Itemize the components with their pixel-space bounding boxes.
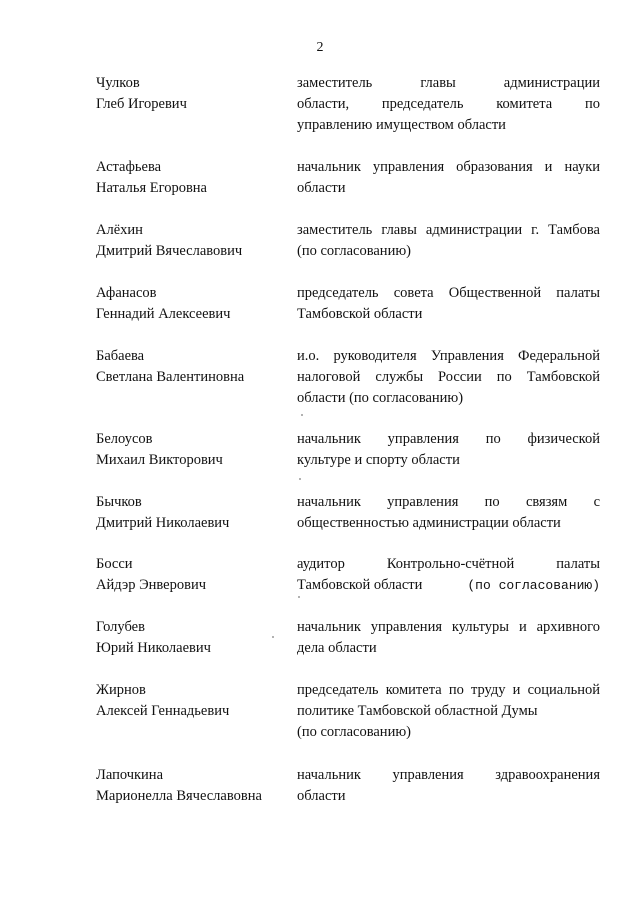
scan-speck [298,596,300,598]
member-name [96,554,286,596]
position-line: заместитель главы администрации [297,75,600,91]
member-position [297,765,600,807]
position-line: Тамбовской области [297,306,423,322]
member-name [96,492,286,534]
page-number: 2 [316,40,324,55]
position-line-text: Тамбовской области [297,577,423,593]
position-line: политике Тамбовской областной Думы [297,703,538,719]
position-line: области (по согласованию) [297,390,464,406]
member-surname: Бычков [96,494,142,510]
agreement-note: (по согласованию) [467,578,600,593]
member-position [297,157,600,199]
member-name [96,157,286,199]
position-line: начальник управления культуры и архивного [297,619,600,635]
member-surname: Алёхин [96,222,143,238]
member-position [297,680,600,743]
position-line: общественностью администрации области [297,515,561,531]
member-surname: Белоусов [96,431,153,447]
position-line: председатель совета Общественной палаты [297,285,600,301]
member-name [96,346,286,388]
member-name [96,429,286,471]
position-line [297,575,600,596]
scan-speck [299,478,301,480]
position-line: культуре и спорту области [297,452,460,468]
position-line: председатель комитета по труду и социальной [297,682,600,698]
position-line: аудитор Контрольно-счётной палаты [297,556,600,572]
member-name [96,73,286,115]
member-position [297,429,600,471]
position-line: области, председатель комитета по [297,96,600,112]
member-position [297,220,600,262]
member-given-names: Марионелла Вячеславовна [96,788,262,804]
position-line: области [297,788,346,804]
member-position [297,617,600,659]
member-given-names: Наталья Егоровна [96,180,207,196]
member-name [96,765,286,807]
member-given-names: Глеб Игоревич [96,96,187,112]
member-given-names: Михаил Викторович [96,452,223,468]
member-position [297,283,600,325]
scan-speck [301,414,303,416]
member-given-names: Геннадий Алексеевич [96,306,231,322]
member-name [96,283,286,325]
member-surname: Бабаева [96,348,145,364]
member-surname: Афанасов [96,285,157,301]
position-line: управлению имуществом области [297,117,506,133]
position-line: дела области [297,640,377,656]
position-line: и.о. руководителя Управления Федеральной [297,348,600,364]
member-position [297,73,600,136]
position-line: начальник управления по связям с [297,494,600,510]
position-line: заместитель главы администрации г. Тамбова [297,222,600,238]
member-name [96,617,286,659]
position-line: начальник управления здравоохранения [297,767,600,783]
member-surname: Голубев [96,619,145,635]
member-position [297,346,600,409]
member-surname: Жирнов [96,682,146,698]
member-name [96,220,286,262]
member-name [96,680,286,722]
member-given-names: Айдэр Энверович [96,577,206,593]
member-surname: Астафьева [96,159,162,175]
position-line: (по согласованию) [297,724,411,740]
member-given-names: Алексей Геннадьевич [96,703,230,719]
member-given-names: Юрий Николаевич [96,640,211,656]
member-surname: Чулков [96,75,140,91]
member-position [297,554,600,596]
member-given-names: Дмитрий Вячеславович [96,243,243,259]
member-surname: Босси [96,556,133,572]
position-line: (по согласованию) [297,243,411,259]
position-line: начальник управления образования и науки [297,159,600,175]
member-surname: Лапочкина [96,767,164,783]
scan-speck [272,636,274,638]
position-line: начальник управления по физической [297,431,600,447]
member-position [297,492,600,534]
position-line: налоговой службы России по Тамбовской [297,369,600,385]
member-given-names: Дмитрий Николаевич [96,515,230,531]
position-line: области [297,180,346,196]
member-given-names: Светлана Валентиновна [96,369,245,385]
